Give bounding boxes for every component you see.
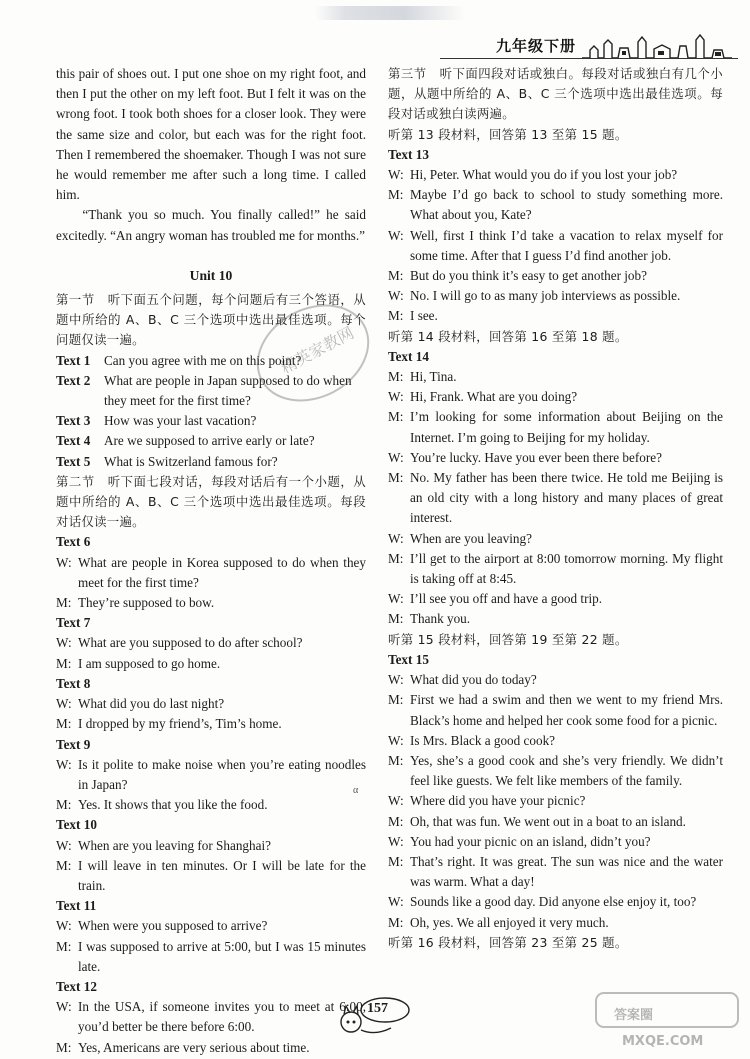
- speaker-label: W:: [388, 732, 404, 748]
- listening-instruction: 听第 16 段材料，回答第 23 至第 25 题。: [388, 934, 628, 950]
- speaker-text: Oh, that was fun. We went out in a boat to an island.: [410, 813, 686, 829]
- question-label: Text 2: [56, 372, 91, 388]
- dialogue-line: [56, 937, 366, 977]
- left-column: [56, 64, 366, 1058]
- speaker-text: When were you supposed to arrive?: [78, 918, 268, 934]
- dialogue-line: [388, 670, 723, 690]
- dialogue-line: [388, 589, 723, 609]
- speaker-label: W:: [388, 894, 404, 910]
- question-text: Can you agree with me on this point?: [104, 352, 302, 368]
- dialogue-label: Text 9: [56, 736, 91, 752]
- speaker-text: Yes, Americans are very serious about time.: [78, 1039, 310, 1055]
- speaker-text: When are you leaving?: [410, 530, 532, 546]
- speaker-text: Hi, Peter. What would you do if you lost your job?: [410, 167, 678, 183]
- speaker-text: In the USA, if someone invites you to meet at 6:00, you’d better be there before 6:00.: [78, 999, 366, 1035]
- dialogue-line: [388, 407, 723, 447]
- dialogue-line: [388, 165, 723, 185]
- speaker-label: M:: [388, 853, 404, 869]
- dialogue-block: [56, 815, 366, 896]
- dialogue-label: Text 10: [56, 817, 97, 833]
- running-header: [496, 28, 732, 60]
- dialogue-block: [56, 896, 366, 977]
- speaker-label: M:: [388, 187, 404, 203]
- question-text: Are we supposed to arrive early or late?: [104, 433, 315, 449]
- dialogue-label: Text 13: [388, 146, 429, 162]
- page-number: 157: [367, 1001, 388, 1016]
- dialogue-list: [56, 532, 366, 1057]
- dialogue-block: [56, 735, 366, 816]
- speaker-text: Oh, yes. We all enjoyed it very much.: [410, 914, 609, 930]
- speaker-label: W:: [388, 449, 404, 465]
- dialogue-line: [388, 812, 723, 832]
- dialogue-block: [56, 532, 366, 613]
- dialogue-line: [388, 852, 723, 892]
- speaker-label: M:: [388, 308, 404, 324]
- speaker-text: No. My father has been there twice. He told me Beijing is an old city with a long history and many places of great interest.: [410, 470, 723, 526]
- speaker-text: Maybe I’d go back to school to study something more. What about you, Kate?: [410, 187, 723, 223]
- dialogue-block: [56, 613, 366, 674]
- question-label: Text 1: [56, 352, 91, 368]
- speaker-text: But do you think it’s easy to get another job?: [410, 268, 647, 284]
- speaker-label: W:: [388, 672, 404, 688]
- speaker-text: Well, first I think I’d take a vacation to relax myself for some time. After that I guess I’d find another job.: [410, 227, 723, 263]
- dialogue-line: [388, 609, 723, 629]
- speaker-label: W:: [56, 837, 72, 853]
- dialogue-label: Text 6: [56, 534, 91, 550]
- dialogue-line: [56, 553, 366, 593]
- dialogue-line: [388, 731, 723, 751]
- speaker-label: M:: [388, 752, 404, 768]
- speaker-label: W:: [56, 554, 72, 570]
- dialogue-line: [56, 654, 366, 674]
- speaker-text: What are you supposed to do after school?: [78, 635, 303, 651]
- speaker-text: Is it polite to make noise when you’re eating noodles in Japan?: [78, 756, 366, 792]
- speaker-text: Yes. It shows that you like the food.: [78, 797, 268, 813]
- dialogue-label: Text 15: [388, 651, 429, 667]
- unit-title: Unit 10: [189, 267, 233, 283]
- dialogue-line: [56, 856, 366, 896]
- section2-instructions: 第二节 听下面七段对话，每段对话后有一个小题，从题中所给的 A、B、C 三个选项中选出最佳选项。每段对话仅读一遍。: [56, 473, 366, 530]
- dialogue-block: [56, 674, 366, 735]
- page-number-badge: [335, 992, 425, 1038]
- dialogue-line: [388, 832, 723, 852]
- speaker-text: Is Mrs. Black a good cook?: [410, 732, 556, 748]
- speaker-label: W:: [388, 389, 404, 405]
- stamp-text: 精英家教网: [277, 323, 357, 378]
- right-column: [388, 64, 723, 953]
- speaker-text: I dropped by my friend’s, Tim’s home.: [78, 716, 282, 732]
- question-label: Text 5: [56, 453, 91, 469]
- dialogue-line: [388, 185, 723, 225]
- speaker-label: M:: [388, 692, 404, 708]
- dialogue-line: [56, 1038, 366, 1058]
- site-watermark: [592, 991, 742, 1051]
- dialogue-label: Text 7: [56, 615, 91, 631]
- story-quote: “Thank you so much. You finally called!” he said excitedly. “An angry woman has troubled me for months.”: [56, 207, 366, 243]
- speaker-label: W:: [388, 591, 404, 607]
- dialogue-line: [388, 286, 723, 306]
- dialogue-line: [56, 714, 366, 734]
- speaker-text: You’re lucky. Have you ever been there before?: [410, 449, 662, 465]
- speaker-label: W:: [56, 635, 72, 651]
- speaker-text: I see.: [410, 308, 438, 324]
- speaker-label: W:: [388, 167, 404, 183]
- speaker-label: W:: [388, 833, 404, 849]
- speaker-text: What are people in Korea supposed to do when they meet for the first time?: [78, 554, 366, 590]
- dialogue-line: [388, 367, 723, 387]
- speaker-label: W:: [388, 288, 404, 304]
- speaker-text: I’ll see you off and have a good trip.: [410, 591, 603, 607]
- question-item: [56, 431, 366, 451]
- speaker-label: M:: [388, 369, 404, 385]
- speaker-text: I will leave in ten minutes. Or I will be late for the train.: [78, 857, 366, 893]
- dialogue-line: [388, 913, 723, 933]
- speaker-text: Where did you have your picnic?: [410, 793, 586, 809]
- speaker-text: What did you do last night?: [78, 696, 225, 712]
- dialogue-line: [56, 916, 366, 936]
- listening-instruction: 听第 14 段材料，回答第 16 至第 18 题。: [388, 328, 628, 344]
- dialogue-line: [56, 633, 366, 653]
- dialogue-line: [388, 387, 723, 407]
- dialogue-line: [388, 226, 723, 266]
- question-label: Text 4: [56, 433, 91, 449]
- dialogue-label: Text 12: [56, 978, 97, 994]
- dialogue-line: [56, 694, 366, 714]
- dialogue-block: [388, 145, 723, 327]
- speaker-label: M:: [56, 857, 72, 873]
- dialogue-line: [388, 266, 723, 286]
- dialogue-label: Text 11: [56, 898, 97, 914]
- dialogue-label: Text 14: [388, 348, 429, 364]
- speaker-text: You had your picnic on an island, didn’t you?: [410, 833, 651, 849]
- listening-instruction: 听第 13 段材料，回答第 13 至第 15 题。: [388, 126, 628, 142]
- question-text: How was your last vacation?: [104, 413, 257, 429]
- speaker-text: Thank you.: [410, 611, 471, 627]
- dialogue-line: [388, 791, 723, 811]
- dialogue-label: Text 8: [56, 675, 91, 691]
- dialogue-line: [56, 755, 366, 795]
- dialogue-line: [56, 795, 366, 815]
- speaker-label: M:: [388, 268, 404, 284]
- speaker-text: Hi, Frank. What are you doing?: [410, 389, 578, 405]
- dialogue-line: [388, 751, 723, 791]
- speaker-label: M:: [56, 716, 72, 732]
- header-title: 九年级下册: [495, 37, 576, 55]
- watermark-url: MXQE.COM: [622, 1034, 704, 1049]
- speaker-label: M:: [56, 1039, 72, 1055]
- speaker-label: M:: [56, 595, 72, 611]
- speaker-label: W:: [56, 756, 72, 772]
- dialogue-line: [388, 892, 723, 912]
- speaker-text: Hi, Tina.: [410, 369, 457, 385]
- dialogue-block: [388, 650, 723, 933]
- speaker-text: I’m looking for some information about Beijing on the Internet. I’m going to Beijing for my holiday.: [410, 409, 723, 445]
- speaker-label: M:: [388, 813, 404, 829]
- speaker-text: No. I will go to as many job interviews as possible.: [410, 288, 681, 304]
- dialogue-line: [388, 306, 723, 326]
- question-label: Text 3: [56, 413, 91, 429]
- question-item: [56, 411, 366, 431]
- watermark-cn: 答案圈: [614, 1008, 654, 1023]
- speaker-label: W:: [388, 793, 404, 809]
- speaker-text: I was supposed to arrive at 5:00, but I was 15 minutes late.: [78, 938, 366, 974]
- dialogue-list: [388, 125, 723, 933]
- speaker-text: First we had a swim and then we went to my friend Mrs. Black’s home and helped her cook some food for a picnic.: [410, 692, 723, 728]
- dialogue-line: [56, 997, 366, 1037]
- dialogue-line: [56, 836, 366, 856]
- question-item: [56, 452, 366, 472]
- scan-smudge: [315, 6, 465, 20]
- school-stamp: [248, 298, 378, 408]
- speaker-text: I am supposed to go home.: [78, 655, 221, 671]
- speaker-label: W:: [56, 999, 72, 1015]
- speaker-text: I’ll get to the airport at 8:00 tomorrow morning. My flight is taking off at 8:45.: [410, 550, 723, 587]
- section1-instructions: 第一节 听下面五个问题，每个问题后有三个答语，从题中所给的 A、B、C 三个选项中选出最佳选项。每个问题仅读一遍。: [56, 292, 366, 348]
- question-text: What are people in Japan supposed to do when they meet for the first time?: [104, 372, 352, 409]
- dialogue-line: [388, 448, 723, 468]
- speaker-text: When are you leaving for Shanghai?: [78, 837, 271, 853]
- dialogue-line: [56, 593, 366, 613]
- speaker-label: W:: [388, 530, 404, 546]
- speaker-label: W:: [56, 918, 72, 934]
- speaker-label: W:: [56, 696, 72, 712]
- speaker-text: That’s right. It was great. The sun was nice and the water was warm. What a day!: [410, 853, 723, 890]
- speaker-text: Yes, she’s a good cook and she’s very friendly. We didn’t feel like guests. We felt like members of the family.: [410, 752, 723, 789]
- speaker-label: M:: [56, 655, 72, 671]
- speaker-text: They’re supposed to bow.: [78, 595, 215, 611]
- dialogue-block: [388, 347, 723, 630]
- speaker-label: M:: [56, 938, 72, 954]
- speaker-text: What did you do today?: [410, 672, 537, 688]
- speaker-label: M:: [388, 914, 404, 930]
- speaker-label: W:: [388, 227, 404, 243]
- speaker-label: M:: [388, 470, 404, 486]
- dialogue-block: [56, 977, 366, 1058]
- speaker-text: Sounds like a good day. Did anyone else enjoy it, too?: [410, 894, 697, 910]
- speaker-label: M:: [388, 409, 404, 425]
- dialogue-line: [388, 549, 723, 589]
- dialogue-line: [388, 468, 723, 529]
- scan-speck: α: [353, 785, 359, 796]
- listening-instruction: 听第 15 段材料，回答第 19 至第 22 题。: [388, 631, 628, 647]
- dialogue-line: [388, 529, 723, 549]
- header-rule: [440, 58, 738, 59]
- skyline-icon: [582, 34, 732, 60]
- question-text: What is Switzerland famous for?: [104, 453, 278, 469]
- story-paragraph: this pair of shoes out. I put one shoe on my right foot, and then I put the other on my left foot. But I felt it was on the wrong foot. I took both shoes for a closer look. They were the same size and color, but each was for the right foot. Then I remembered the shoemaker. Though I was not sure he would remember me after such a long time. I called him.: [56, 66, 366, 203]
- speaker-label: M:: [56, 797, 72, 813]
- speaker-label: M:: [388, 550, 404, 566]
- dialogue-line: [388, 690, 723, 730]
- section3-instructions: 第三节 听下面四段对话或独白。每段对话或独白有几个小题，从题中所给的 A、B、C 三个选项中选出最佳选项。每段对话或独白读两遍。: [388, 66, 723, 122]
- speaker-label: M:: [388, 611, 404, 627]
